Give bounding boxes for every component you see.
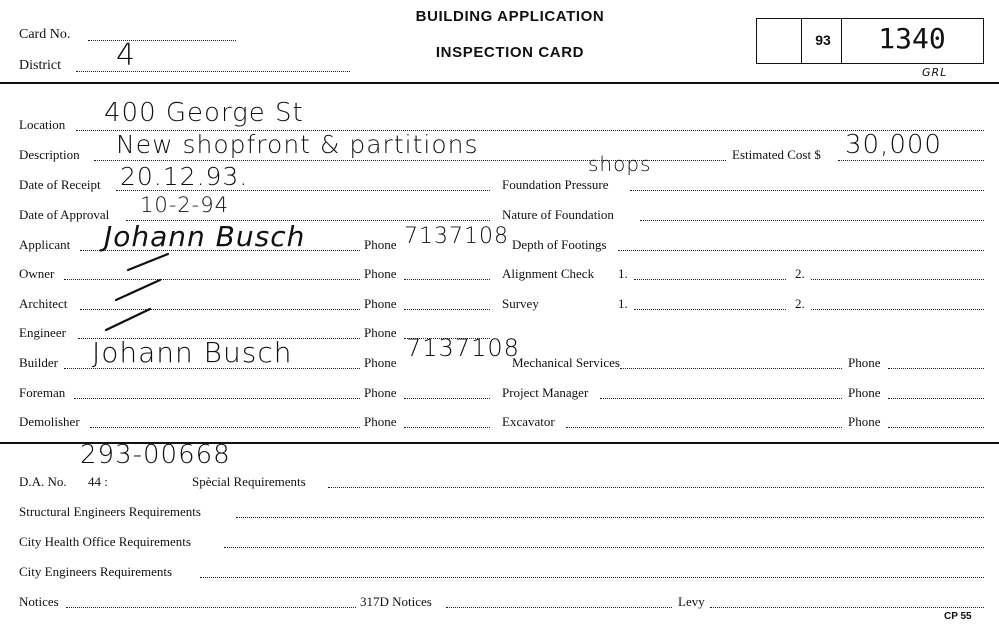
notices-label: Notices	[19, 594, 59, 609]
levy-field[interactable]	[710, 607, 984, 608]
city-engineers-field[interactable]	[200, 577, 984, 578]
mechanical-field[interactable]	[620, 368, 842, 369]
levy-label: Levy	[678, 594, 705, 609]
estimated-cost-label: Estimated Cost $	[732, 147, 821, 162]
foreman-field[interactable]	[74, 398, 360, 399]
receipt-label: Date of Receipt	[19, 177, 101, 192]
foreman-phone-label: Phone	[364, 385, 397, 400]
depth-footings-label: Depth of Footings	[512, 237, 607, 252]
health-field[interactable]	[224, 547, 984, 548]
da-number-value: 293-00668	[80, 440, 231, 470]
mechanical-phone-label: Phone	[848, 355, 881, 370]
engineer-dash	[106, 309, 150, 330]
da-prefix: 44 :	[88, 474, 108, 489]
survey-1-label: 1.	[618, 296, 628, 311]
builder-label: Builder	[19, 355, 58, 370]
card-no-label: Card No.	[19, 27, 71, 42]
project-manager-phone-field[interactable]	[888, 398, 984, 399]
excavator-field[interactable]	[566, 427, 842, 428]
applicant-value: Johann Busch	[104, 220, 306, 253]
engineer-label: Engineer	[19, 325, 66, 340]
excavator-label: Excavator	[502, 414, 555, 429]
structural-field[interactable]	[236, 517, 984, 518]
architect-phone-field[interactable]	[404, 309, 490, 310]
district-value: 4	[116, 38, 137, 73]
alignment-2-label: 2.	[795, 266, 805, 281]
builder-phone-label: Phone	[364, 355, 397, 370]
owner-label: Owner	[19, 266, 55, 281]
foundation-pressure-field[interactable]	[630, 190, 984, 191]
notices-field[interactable]	[66, 607, 356, 608]
architect-label: Architect	[19, 296, 68, 311]
city-engineers-label: City Engineers Requirements	[19, 564, 173, 579]
da-label: D.A. No.	[19, 474, 67, 489]
description-value: New shopfront & partitions	[116, 130, 479, 159]
receipt-value: 20.12.93.	[120, 162, 249, 191]
mechanical-phone-field[interactable]	[888, 368, 984, 369]
alignment-1-field[interactable]	[634, 279, 786, 280]
foundation-pressure-label: Foundation Pressure	[502, 177, 609, 192]
card-number: 1340	[878, 22, 946, 55]
builder-value: Johann Busch	[92, 336, 293, 369]
survey-2-label: 2.	[795, 296, 805, 311]
alignment-label: Alignment Check	[502, 266, 595, 281]
alignment-2-field[interactable]	[811, 279, 984, 280]
demolisher-phone-field[interactable]	[404, 427, 490, 428]
alignment-1-label: 1.	[618, 266, 628, 281]
survey-2-field[interactable]	[811, 309, 984, 310]
architect-phone-label: Phone	[364, 296, 397, 311]
structural-label: Structural Engineers Requirements	[19, 504, 201, 519]
notices-317d-field[interactable]	[446, 607, 672, 608]
builder-phone-value: 7137108	[406, 334, 520, 362]
depth-footings-field[interactable]	[618, 250, 984, 251]
foreman-phone-field[interactable]	[404, 398, 490, 399]
owner-phone-label: Phone	[364, 266, 397, 281]
project-manager-field[interactable]	[600, 398, 842, 399]
location-value: 400 George St	[104, 98, 304, 128]
district-label: District	[19, 58, 61, 73]
architect-dash	[116, 280, 160, 300]
excavator-phone-label: Phone	[848, 414, 881, 429]
survey-1-field[interactable]	[634, 309, 786, 310]
card-year: 93	[815, 32, 831, 48]
special-requirements-field[interactable]	[328, 487, 984, 488]
form-code: CP 55	[944, 611, 972, 622]
demolisher-label: Demolisher	[19, 414, 80, 429]
applicant-phone-label: Phone	[364, 237, 397, 252]
special-requirements-label: Spècial Requirements	[192, 474, 306, 489]
approval-value: 10-2-94	[140, 193, 229, 217]
foreman-label: Foreman	[19, 385, 66, 400]
nature-foundation-field[interactable]	[640, 220, 984, 221]
demolisher-field[interactable]	[90, 427, 360, 428]
description-insert: shops	[588, 152, 652, 176]
project-manager-phone-label: Phone	[848, 385, 881, 400]
estimated-cost-value: 30,000	[845, 130, 942, 160]
survey-label: Survey	[502, 296, 539, 311]
applicant-phone-value: 7137108	[404, 224, 509, 249]
engineer-phone-label: Phone	[364, 325, 397, 340]
health-label: City Health Office Requirements	[19, 534, 191, 549]
nature-foundation-label: Nature of Foundation	[502, 207, 614, 222]
owner-phone-field[interactable]	[404, 279, 490, 280]
excavator-phone-field[interactable]	[888, 427, 984, 428]
notices-317d-label: 317D Notices	[360, 594, 432, 609]
applicant-label: Applicant	[19, 237, 71, 252]
project-manager-label: Project Manager	[502, 385, 589, 400]
description-label: Description	[19, 147, 80, 162]
approval-label: Date of Approval	[19, 207, 110, 222]
demolisher-phone-label: Phone	[364, 414, 397, 429]
owner-dash	[128, 254, 168, 270]
form-title: BUILDING APPLICATION	[415, 8, 605, 25]
form-subtitle: INSPECTION CARD	[435, 44, 585, 61]
location-label: Location	[19, 117, 66, 132]
mechanical-label: Mechanical Services	[512, 355, 620, 370]
initials: GRL	[922, 66, 948, 79]
